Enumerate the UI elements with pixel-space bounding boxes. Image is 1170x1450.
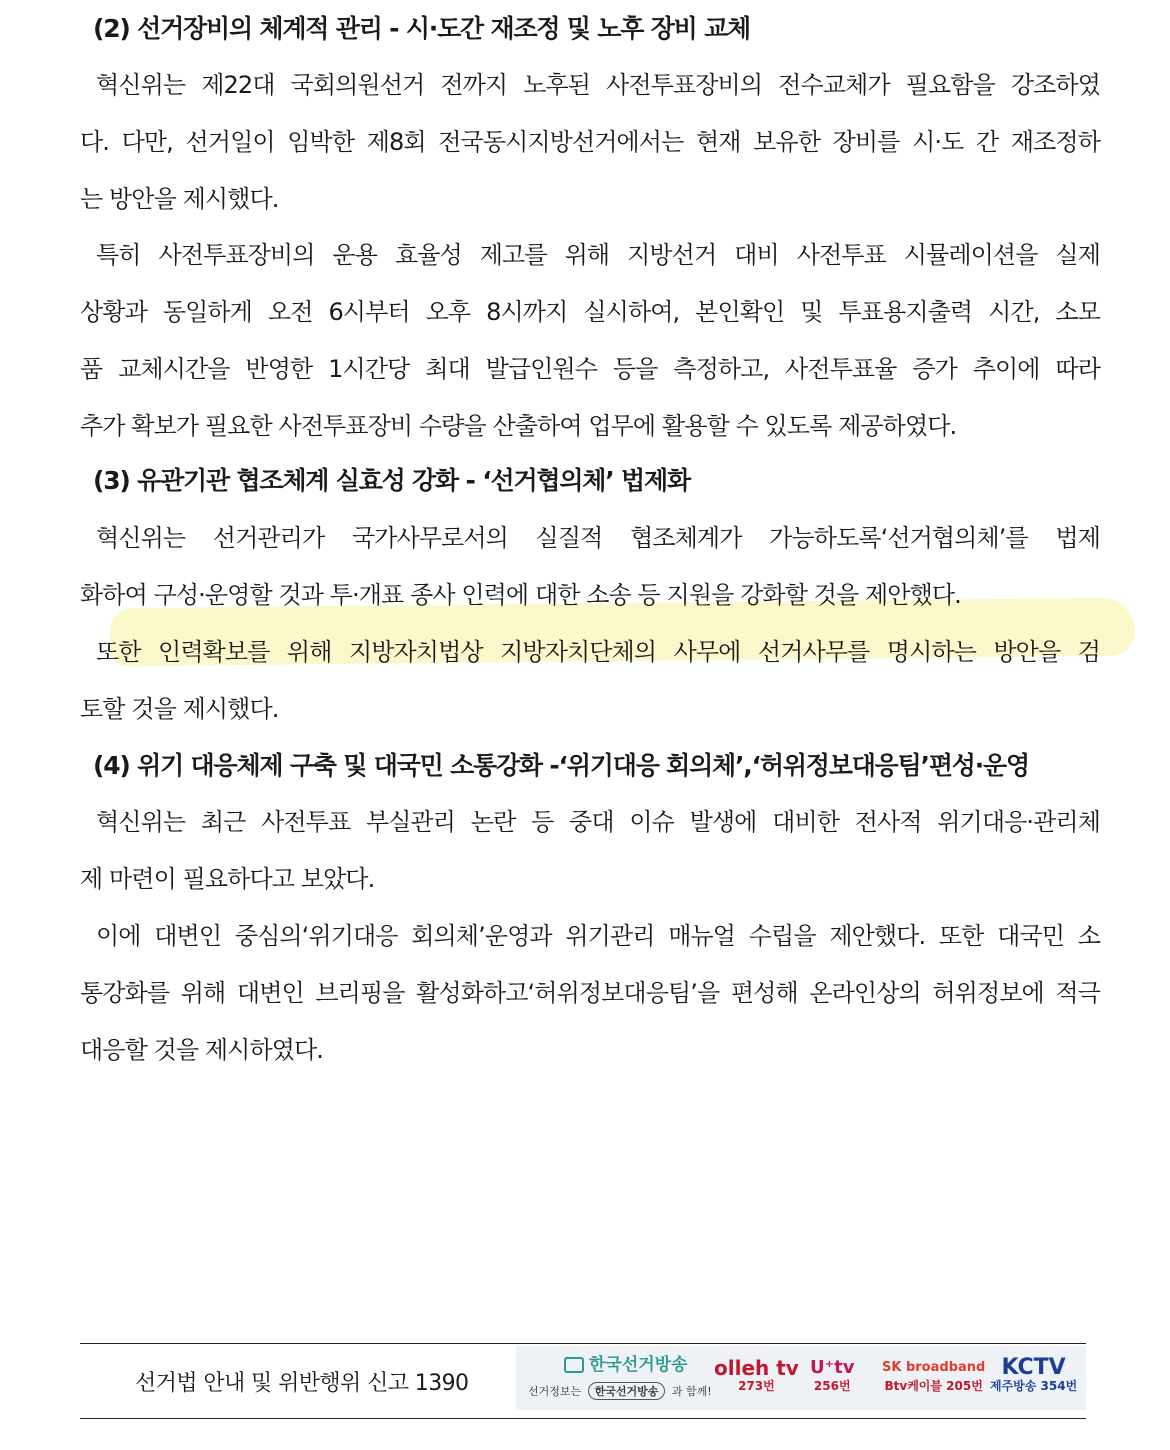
section-4-paragraph-2 [80, 908, 1100, 1079]
slogan-pill: 한국선거방송 [588, 1382, 666, 1400]
section-2-heading: (2) 선거장비의 체계적 관리 - 시·도간 재조정 및 노후 장비 교체 [93, 14, 751, 43]
section-4-heading: (4) 위기 대응체제 구축 및 대국민 소통강화 -‘위기대응 회의체’,‘허위정보대응팀’편성·운영 [93, 751, 1029, 780]
channel-kctv: KCTV 제주방송 354번 [990, 1355, 1078, 1393]
section-4-paragraph-1 [80, 794, 1100, 908]
tv-icon [564, 1357, 584, 1373]
text-line: 화하여 구성·운영할 것과 투·개표 종사 인력에 대한 소송 등 지원을 강화할 것을 제안했다. [80, 581, 961, 609]
section-2-paragraph-2 [80, 227, 1100, 455]
footer-top-rule [80, 1343, 1086, 1344]
text-line: 는 방안을 제시했다. [80, 185, 279, 213]
section-3-heading: (3) 유관기관 협조체계 실효성 강화 - ‘선거협의체’ 법제화 [93, 466, 690, 495]
section-3-paragraph-1 [80, 510, 1100, 624]
text-line: 통강화를 위해 대변인 브리핑을 활성화하고‘허위정보대응팀’을 편성해 온라인상의 허위정보에 적극 [80, 979, 1100, 1007]
text-line: 이에 대변인 중심의‘위기대응 회의체’운영과 위기관리 매뉴얼 수립을 제안했다. 또한 대국민 소 [96, 922, 1100, 950]
text-line: 혁신위는 선거관리가 국가사무로서의 실질적 협조체계가 가능하도록‘선거협의체’를 법제 [96, 524, 1100, 552]
channel-sk-broadband: SK broadband Btv케이블 205번 [882, 1360, 986, 1393]
text-line: 특히 사전투표장비의 운용 효율성 제고를 위해 지방선거 대비 사전투표 시뮬레이션을 실제 [96, 241, 1100, 269]
text-line: 혁신위는 제22대 국회의원선거 전까지 노후된 사전투표장비의 전수교체가 필요함을 강조하였 [96, 71, 1100, 99]
text-line: 토할 것을 제시했다. [80, 695, 279, 723]
broadcast-banner [516, 1346, 1086, 1410]
channel-olleh: olleh tv 273번 [714, 1356, 799, 1393]
text-line: 다. 다만, 선거일이 임박한 제8회 전국동시지방선거에서는 현재 보유한 장비를 시·도 간 재조정하 [80, 128, 1100, 156]
text-line: 제 마련이 필요하다고 보았다. [80, 865, 375, 893]
text-line: 또한 인력확보를 위해 지방자치법상 지방자치단체의 사무에 선거사무를 명시하는 방안을 검 [96, 638, 1100, 666]
footer-bottom-rule [80, 1418, 1086, 1419]
section-3-paragraph-2 [80, 624, 1100, 738]
text-line: 대응할 것을 제시하였다. [80, 1036, 324, 1064]
text-line: 상황과 동일하게 오전 6시부터 오후 8시까지 실시하여, 본인확인 및 투표용지출력 시간, 소모 [80, 298, 1100, 326]
banner-slogan: 선거정보는 한국선거방송 과 함께! [528, 1382, 712, 1400]
section-2-paragraph-1 [80, 57, 1100, 228]
footer-hotline: 선거법 안내 및 위반행위 신고 1390 [135, 1371, 469, 1396]
text-line: 혁신위는 최근 사전투표 부실관리 논란 등 중대 이슈 발생에 대비한 전사적 위기대응·관리체 [96, 808, 1100, 836]
text-line: 추가 확보가 필요한 사전투표장비 수량을 산출하여 업무에 활용할 수 있도록 제공하였다. [80, 412, 957, 440]
election-broadcast-logo: 한국선거방송 [564, 1350, 688, 1375]
channel-uplus: U⁺tv 256번 [810, 1357, 855, 1393]
text-line: 품 교체시간을 반영한 1시간당 최대 발급인원수 등을 측정하고, 사전투표율 증가 추이에 따라 [80, 355, 1100, 383]
